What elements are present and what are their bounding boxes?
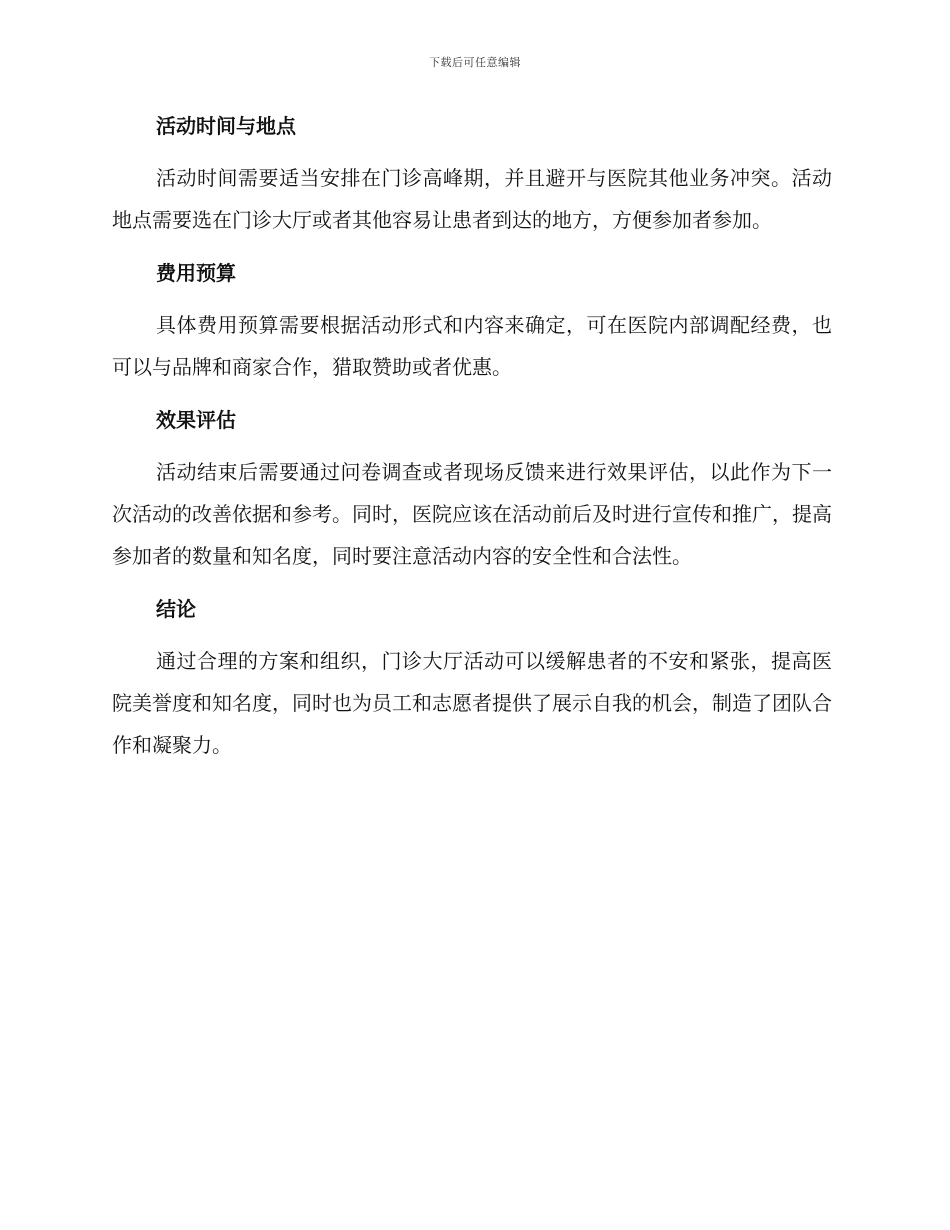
- document-content: [112, 106, 832, 778]
- section-time-location: [112, 106, 832, 241]
- section-conclusion: [112, 589, 832, 766]
- section-paragraph: 具体费用预算需要根据活动形式和内容来确定，可在医院内部调配经费，也可以与品牌和商家合作，猎取赞助或者优惠。: [112, 313, 832, 379]
- section-paragraph: 活动时间需要适当安排在门诊高峰期，并且避开与医院其他业务冲突。活动地点需要选在门诊大厅或者其他容易让患者到达的地方，方便参加者参加。: [112, 166, 832, 232]
- section-evaluation: [112, 400, 832, 577]
- header-note: 下载后可任意编辑: [429, 56, 521, 69]
- section-heading: 费用预算: [156, 261, 236, 285]
- section-heading: 活动时间与地点: [156, 114, 296, 138]
- section-paragraph: 活动结束后需要通过问卷调查或者现场反馈来进行效果评估，以此作为下一次活动的改善依据和参考。同时，医院应该在活动前后及时进行宣传和推广，提高参加者的数量和知名度，同时要注意活动内容的安全性和合法性。: [112, 460, 832, 568]
- section-heading: 结论: [156, 597, 196, 621]
- section-budget: [112, 253, 832, 388]
- section-heading: 效果评估: [156, 408, 236, 432]
- section-paragraph: 通过合理的方案和组织，门诊大厅活动可以缓解患者的不安和紧张，提高医院美誉度和知名度，同时也为员工和志愿者提供了展示自我的机会，制造了团队合作和凝聚力。: [112, 649, 832, 757]
